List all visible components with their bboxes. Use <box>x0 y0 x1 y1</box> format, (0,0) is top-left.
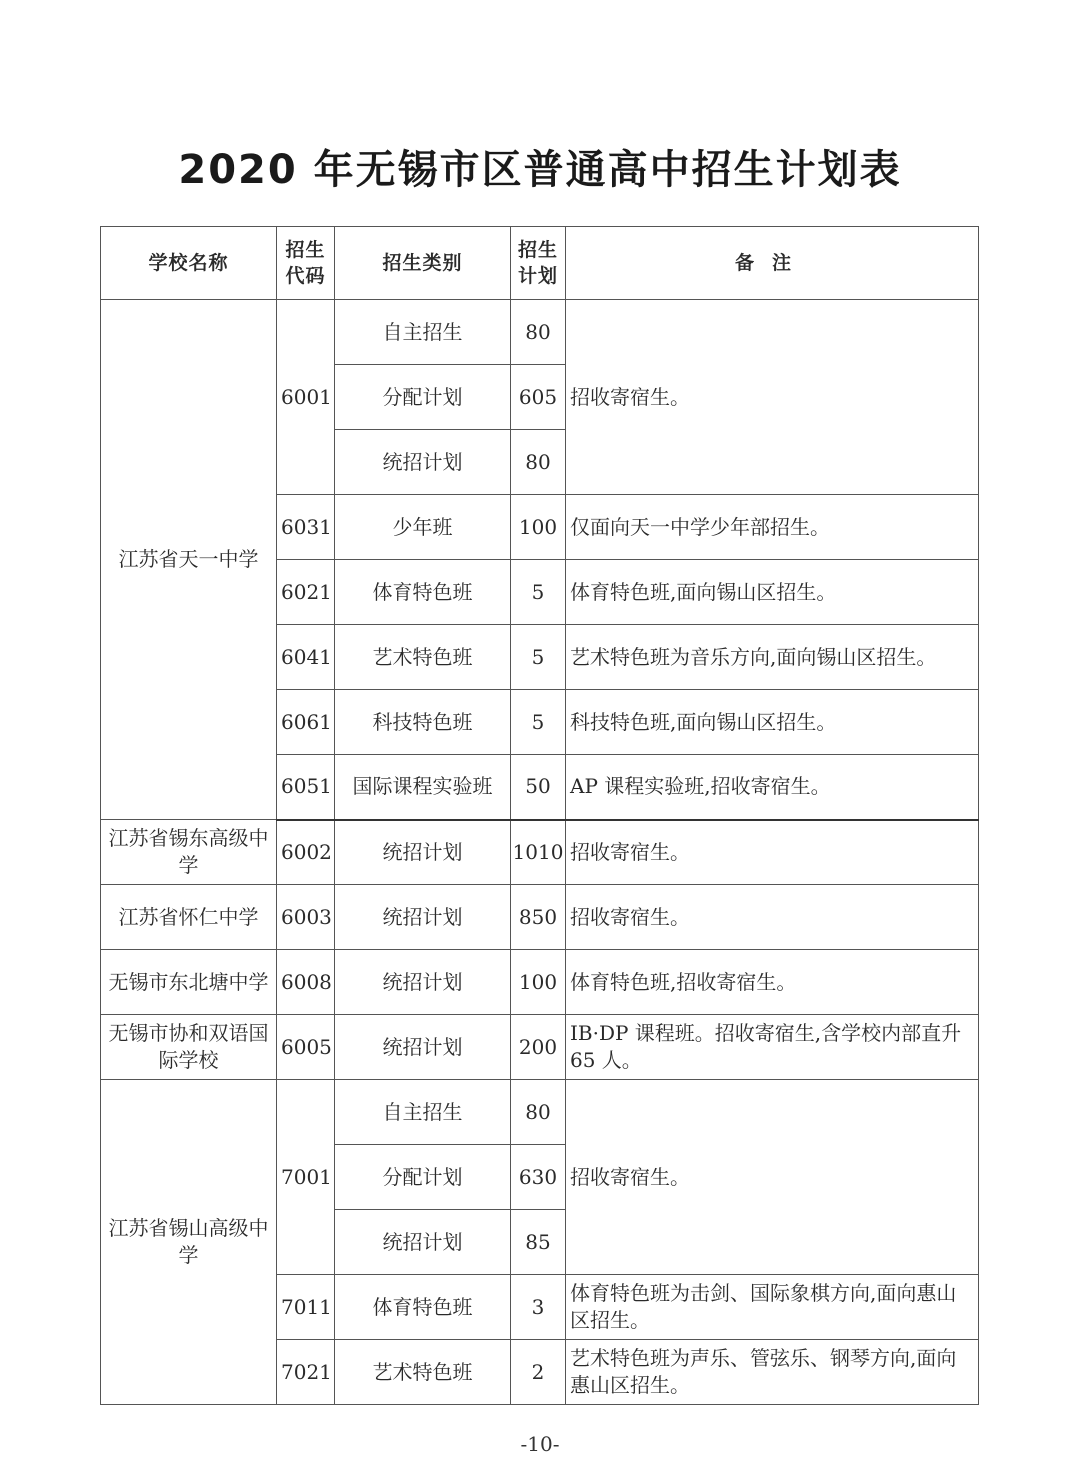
enroll-category: 分配计划 <box>335 365 511 430</box>
enroll-code: 6001 <box>277 300 335 495</box>
page-number: -10- <box>520 1432 560 1456</box>
header-remark: 备注 <box>566 227 979 300</box>
table-row <box>101 820 979 885</box>
enroll-code: 6005 <box>277 1015 335 1080</box>
enroll-plan: 80 <box>511 430 566 495</box>
enroll-code: 6041 <box>277 625 335 690</box>
enroll-plan: 3 <box>511 1275 566 1340</box>
enroll-category: 艺术特色班 <box>335 625 511 690</box>
remark: 科技特色班,面向锡山区招生。 <box>566 690 979 755</box>
enroll-category: 艺术特色班 <box>335 1340 511 1405</box>
enroll-plan: 50 <box>511 755 566 820</box>
enroll-code: 6031 <box>277 495 335 560</box>
enroll-category: 国际课程实验班 <box>335 755 511 820</box>
table-row <box>101 950 979 1015</box>
enroll-plan: 85 <box>511 1210 566 1275</box>
enroll-plan: 605 <box>511 365 566 430</box>
school-name: 无锡市东北塘中学 <box>101 950 277 1015</box>
school-name: 无锡市协和双语国际学校 <box>101 1015 277 1080</box>
enroll-plan: 100 <box>511 950 566 1015</box>
enroll-plan: 5 <box>511 690 566 755</box>
school-name: 江苏省锡山高级中学 <box>101 1080 277 1405</box>
remark: 招收寄宿生。 <box>566 885 979 950</box>
enroll-category: 少年班 <box>335 495 511 560</box>
enroll-category: 统招计划 <box>335 820 511 885</box>
enroll-category: 自主招生 <box>335 300 511 365</box>
enroll-code: 7001 <box>277 1080 335 1275</box>
enroll-category: 科技特色班 <box>335 690 511 755</box>
enroll-plan: 100 <box>511 495 566 560</box>
school-name: 江苏省怀仁中学 <box>101 885 277 950</box>
enroll-code: 7021 <box>277 1340 335 1405</box>
enroll-plan: 1010 <box>511 820 566 885</box>
table-row <box>101 1015 979 1080</box>
remark: 艺术特色班为音乐方向,面向锡山区招生。 <box>566 625 979 690</box>
enrollment-plan-table <box>100 226 979 1405</box>
remark: 体育特色班,面向锡山区招生。 <box>566 560 979 625</box>
school-name: 江苏省天一中学 <box>101 300 277 820</box>
remark: 仅面向天一中学少年部招生。 <box>566 495 979 560</box>
enroll-plan: 5 <box>511 560 566 625</box>
enroll-code: 6051 <box>277 755 335 820</box>
school-name: 江苏省锡东高级中学 <box>101 820 277 885</box>
enroll-plan: 2 <box>511 1340 566 1405</box>
enroll-category: 自主招生 <box>335 1080 511 1145</box>
enroll-plan: 850 <box>511 885 566 950</box>
remark: 招收寄宿生。 <box>566 820 979 885</box>
enroll-category: 体育特色班 <box>335 1275 511 1340</box>
remark: 招收寄宿生。 <box>566 300 979 495</box>
header-school: 学校名称 <box>101 227 277 300</box>
enroll-plan: 80 <box>511 300 566 365</box>
table-row <box>101 1080 979 1145</box>
enroll-code: 6021 <box>277 560 335 625</box>
enroll-plan: 5 <box>511 625 566 690</box>
remark: 体育特色班,招收寄宿生。 <box>566 950 979 1015</box>
header-code: 招生 代码 <box>277 227 335 300</box>
enroll-plan: 80 <box>511 1080 566 1145</box>
enroll-plan: 630 <box>511 1145 566 1210</box>
enroll-category: 统招计划 <box>335 950 511 1015</box>
enroll-category: 分配计划 <box>335 1145 511 1210</box>
enroll-category: 体育特色班 <box>335 560 511 625</box>
remark: AP 课程实验班,招收寄宿生。 <box>566 755 979 820</box>
table-row <box>101 300 979 365</box>
header-plan: 招生 计划 <box>511 227 566 300</box>
enroll-code: 6008 <box>277 950 335 1015</box>
enroll-code: 7011 <box>277 1275 335 1340</box>
header-row <box>101 227 979 300</box>
enroll-category: 统招计划 <box>335 885 511 950</box>
enroll-plan: 200 <box>511 1015 566 1080</box>
enroll-category: 统招计划 <box>335 1210 511 1275</box>
remark: 艺术特色班为声乐、管弦乐、钢琴方向,面向惠山区招生。 <box>566 1340 979 1405</box>
remark: 招收寄宿生。 <box>566 1080 979 1275</box>
page-title: 2020 年无锡市区普通高中招生计划表 <box>178 147 902 193</box>
header-category: 招生类别 <box>335 227 511 300</box>
remark: 体育特色班为击剑、国际象棋方向,面向惠山区招生。 <box>566 1275 979 1340</box>
enroll-category: 统招计划 <box>335 430 511 495</box>
remark: IB·DP 课程班。招收寄宿生,含学校内部直升 65 人。 <box>566 1015 979 1080</box>
enroll-category: 统招计划 <box>335 1015 511 1080</box>
enroll-code: 6003 <box>277 885 335 950</box>
enroll-code: 6002 <box>277 820 335 885</box>
enroll-code: 6061 <box>277 690 335 755</box>
table-row <box>101 885 979 950</box>
